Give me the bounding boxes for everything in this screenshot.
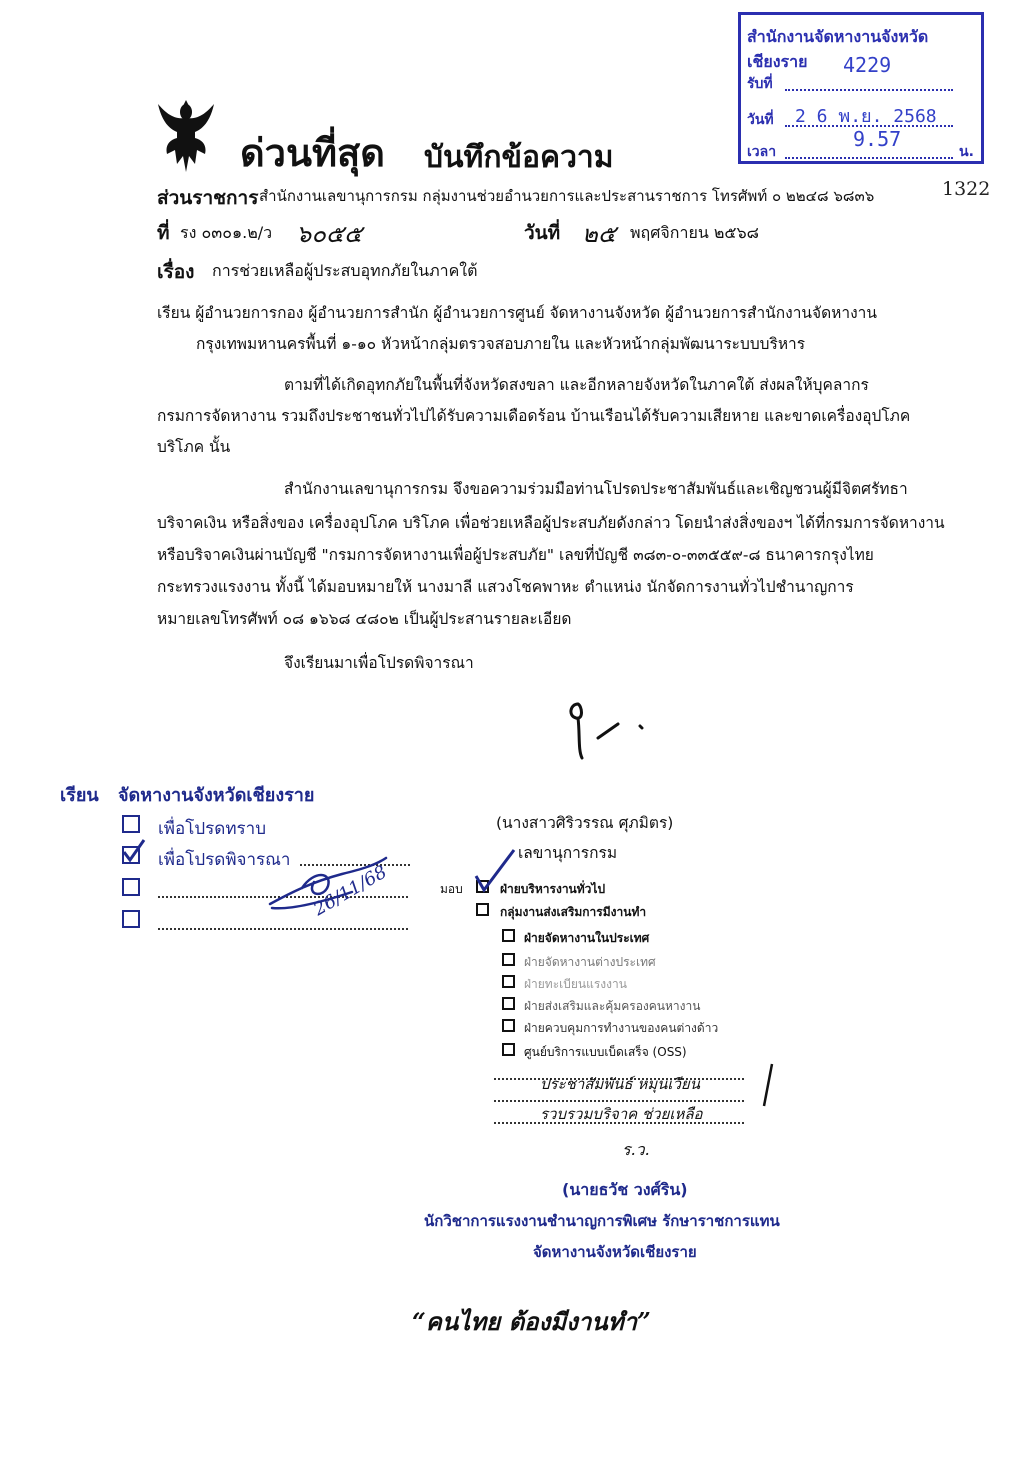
assign-item-2: กลุ่มงานส่งเสริมการมีงานทำ <box>500 905 647 919</box>
stamp-time-unit: น. <box>959 144 974 160</box>
stamp-office: สำนักงานจัดหางานจังหวัดเชียงราย <box>747 27 929 71</box>
assign-checkbox-domestic[interactable] <box>502 929 515 942</box>
assign-checkbox-overseas[interactable] <box>502 953 515 966</box>
assign-checkbox-foreign-worker[interactable] <box>502 1019 515 1032</box>
paragraph-2-line-1: สำนักงานเลขานุการกรม จึงขอความร่วมมือท่านโปรดประชาสัมพันธ์และเชิญชวนผู้มีจิตศรัทธา <box>284 480 908 498</box>
stamp-time-label: เวลา <box>747 144 777 160</box>
assign-checkbox-registration[interactable] <box>502 975 515 988</box>
option-label-inform: เพื่อโปรดทราบ <box>158 819 266 839</box>
addressee-line-2: กรุงเทพมหานครพื้นที่ ๑-๑๐ หัวหน้ากลุ่มตรวจสอบภายใน และหัวหน้ากลุ่มพัฒนาระบบบริหาร <box>196 335 806 353</box>
reference-label: ที่ <box>157 222 170 244</box>
signer-position: เลขานุการกรม <box>518 844 618 862</box>
date-label: วันที่ <box>524 222 561 244</box>
date-day: ๒๕ <box>582 220 616 248</box>
stamp-time: 9.57 <box>853 127 902 151</box>
reference-number: ๖๐๕๕ <box>296 220 363 248</box>
assign-label: มอบ <box>440 882 463 896</box>
assign-item-6: ฝ่ายส่งเสริมและคุ้มครองคนหางาน <box>524 999 701 1013</box>
side-handwritten-number: 1322 <box>942 178 991 200</box>
option-label-consider: เพื่อโปรดพิจารณา <box>158 850 291 870</box>
assign-item-8: ศูนย์บริการแบบเบ็ดเสร็จ (OSS) <box>524 1045 687 1059</box>
assign-item-1: ฝ่ายบริหารงานทั่วไป <box>500 882 606 896</box>
approver-office: จัดหางานจังหวัดเชียงราย <box>533 1243 697 1261</box>
paragraph-2-line-2: บริจาคเงิน หรือสิ่งของ เครื่องอุปโภค บริโภค เพื่อช่วยเหลือผู้ประสบภัยดังกล่าว โดยนำส่งสิ่งของฯ ได้ที่กรมการจัดหางาน <box>157 514 945 532</box>
subject-text: การช่วยเหลือผู้ประสบอุทกภัยในภาคใต้ <box>212 261 478 280</box>
assign-note-stroke <box>758 1060 778 1110</box>
stamp-line <box>785 89 953 91</box>
paragraph-2-line-3: หรือบริจาคเงินผ่านบัญชี "กรมการจัดหางานเพื่อผู้ประสบภัย" เลขที่บัญชี ๓๘๓-๐-๓๓๕๕๙-๘ ธนาคารกรุงไทย <box>157 546 874 564</box>
approver-name: (นายธวัช วงศ์ริน) <box>562 1180 688 1199</box>
paragraph-2-line-4: กระทรวงแรงงาน ทั้งนี้ ได้มอบหมายให้ นางมาลี แสวงโชคพาหะ ตำแหน่ง นักจัดการงานทั่วไปชำนาญการ <box>157 578 854 596</box>
paragraph-2-line-5: หมายเลขโทรศัพท์ ๐๘ ๑๖๖๘ ๔๘๐๒ เป็นผู้ประสานรายละเอียด <box>157 610 572 628</box>
urgency-label: ด่วนที่สุด <box>240 131 385 175</box>
document-type-title: บันทึกข้อความ <box>424 140 614 175</box>
assign-checkbox-oss[interactable] <box>502 1043 515 1056</box>
paragraph-1-line-1: ตามที่ได้เกิดอุทกภัยในพื้นที่จังหวัดสงขลา และอีกหลายจังหวัดในภาคใต้ ส่งผลให้บุคลากร <box>284 376 869 394</box>
assign-item-3: ฝ่ายจัดหางานในประเทศ <box>524 931 650 945</box>
routing-to-office: จัดหางานจังหวัดเชียงราย <box>118 785 315 806</box>
checkmark-icon <box>118 836 148 866</box>
routing-handwritten-date: 26/11/68 <box>310 861 391 921</box>
stamp-date-label: วันที่ <box>747 112 774 128</box>
assign-initials: ร.ว. <box>622 1140 650 1159</box>
stamp-line <box>785 157 953 159</box>
assign-note-line-1: ประชาสัมพันธ์ หมุนเวียน <box>540 1075 700 1093</box>
paragraph-1-line-2: กรมการจัดหางาน รวมถึงประชาชนทั่วไปได้รับความเดือดร้อน บ้านเรือนได้รับความเสียหาย และขาดเครื่องอุปโภค <box>157 407 911 425</box>
option-checkbox-blank-2[interactable] <box>122 910 140 928</box>
assign-note-line-2: รวบรวมบริจาค ช่วยเหลือ <box>540 1105 703 1123</box>
slogan: “คนไทย ต้องมีงานทำ” <box>412 1307 651 1336</box>
garuda-emblem-icon <box>155 98 217 176</box>
option-checkbox-blank-1[interactable] <box>122 878 140 896</box>
option-checkbox-inform[interactable] <box>122 815 140 833</box>
agency-label: ส่วนราชการ <box>157 187 259 209</box>
stamp-receive-label: รับที่ <box>747 76 773 92</box>
assign-checkbox-employment-promotion[interactable] <box>476 903 489 916</box>
secretary-signature <box>560 694 660 764</box>
date-month-year: พฤศจิกายน ๒๕๖๘ <box>630 223 759 242</box>
stamp-receive-number: 4229 <box>843 53 892 77</box>
receipt-stamp <box>738 12 984 164</box>
dotted-fill-line <box>158 928 408 930</box>
assign-checkbox-protection[interactable] <box>502 997 515 1010</box>
agency-text: สำนักงานเลขานุการกรม กลุ่มงานช่วยอำนวยการและประสานราชการ โทรศัพท์ ๐ ๒๒๔๘ ๖๘๓๖ <box>259 187 875 205</box>
reference-prefix: รง ๐๓๐๑.๒/ว <box>180 223 273 242</box>
assign-item-7: ฝ่ายควบคุมการทำงานของคนต่างด้าว <box>524 1021 719 1035</box>
paragraph-1-line-3: บริโภค นั้น <box>157 438 231 456</box>
signer-name: (นางสาวศิริวรรณ ศุภมิตร) <box>496 814 674 832</box>
closing-line: จึงเรียนมาเพื่อโปรดพิจารณา <box>284 654 474 672</box>
approver-position: นักวิชาการแรงงานชำนาญการพิเศษ รักษาราชการแทน <box>424 1212 780 1230</box>
stamp-date: 2 6 พ.ย. 2568 <box>795 106 937 127</box>
routing-to-label: เรียน <box>60 785 99 806</box>
assign-item-4: ฝ่ายจัดหางานต่างประเทศ <box>524 955 656 969</box>
assign-item-5: ฝ่ายทะเบียนแรงงาน <box>524 977 627 991</box>
subject-label: เรื่อง <box>157 261 195 283</box>
addressee-line-1: เรียน ผู้อำนวยการกอง ผู้อำนวยการสำนัก ผู้อำนวยการศูนย์ จัดหางานจังหวัด ผู้อำนวยการสำนักงานจัดหางาน <box>157 304 877 322</box>
